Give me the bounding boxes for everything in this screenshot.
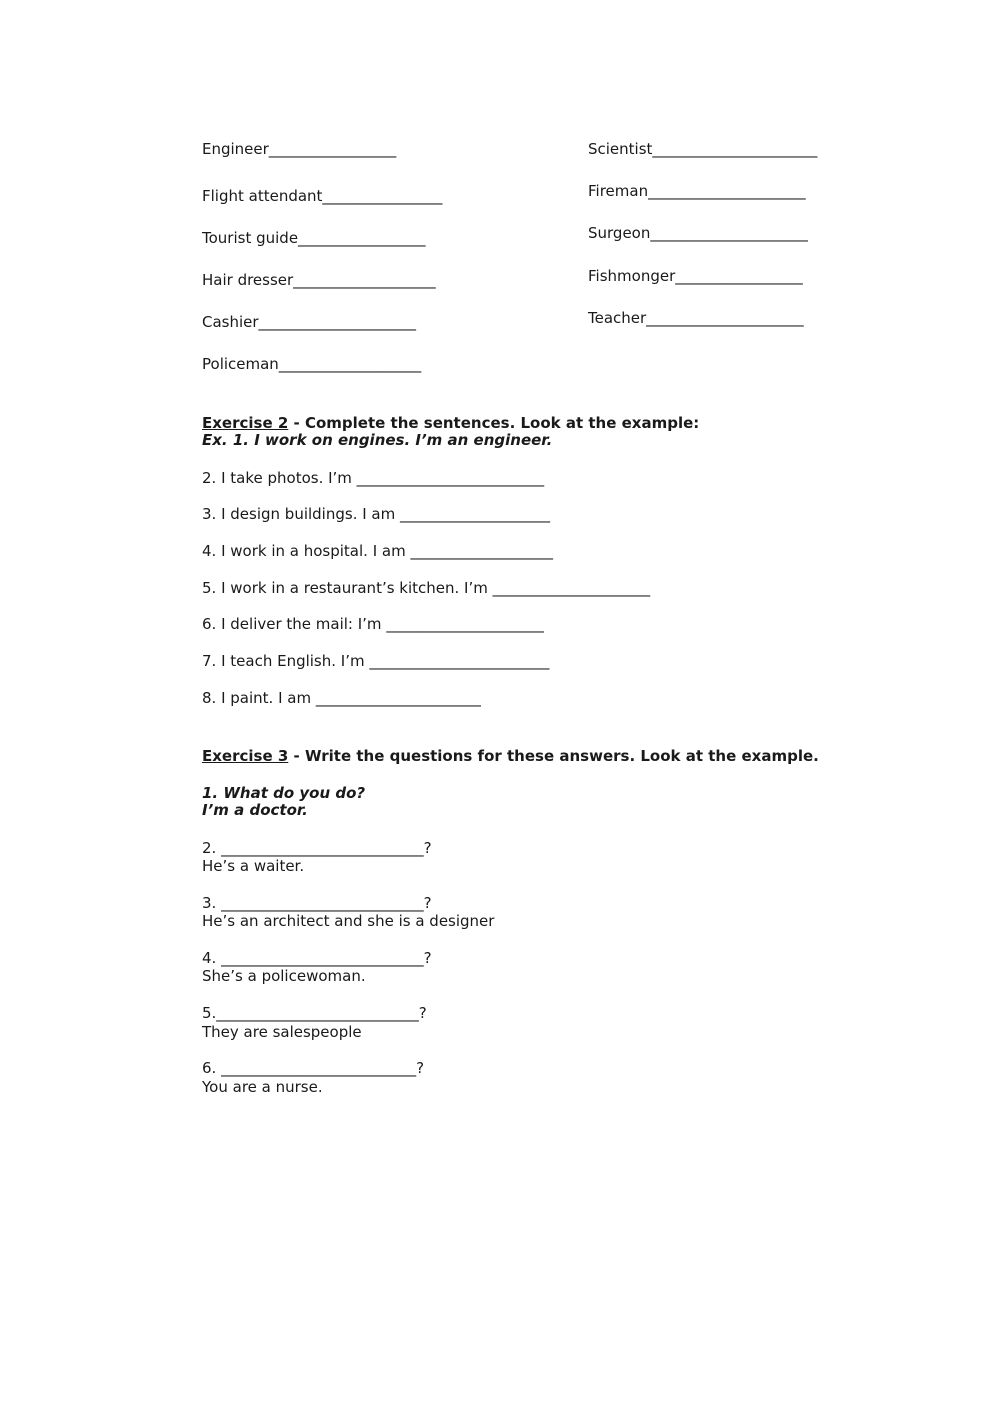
ex2-instruction: - Complete the sentences. Look at the example:	[288, 414, 700, 432]
ex2-item: 3. I design buildings. I am ____________________	[202, 505, 550, 523]
ex1-left-item-flight-attendant: Flight attendant________________	[202, 187, 443, 205]
ex2-heading-line	[202, 415, 699, 432]
ex3-question: 6. __________________________?	[202, 1059, 425, 1077]
ex1-right-item-surgeon: Surgeon_____________________	[588, 224, 808, 242]
ex3-answer: He’s a waiter.	[202, 857, 305, 875]
ex2-item: 8. I paint. I am ______________________	[202, 689, 481, 707]
ex1-right-item-teacher: Teacher_____________________	[588, 309, 804, 327]
ex1-left-item-tourist-guide: Tourist guide_________________	[202, 229, 426, 247]
ex1-left-item-hair-dresser: Hair dresser___________________	[202, 271, 436, 289]
ex1-left-item-cashier: Cashier_____________________	[202, 313, 417, 331]
ex3-question: 4. ___________________________?	[202, 949, 432, 967]
ex2-item: 5. I work in a restaurant’s kitchen. I’m _____________________	[202, 579, 651, 597]
ex2-example: Ex. 1. I work on engines. I’m an engineer.	[202, 431, 553, 449]
ex3-answer: They are salespeople	[202, 1023, 362, 1041]
ex2-item: 4. I work in a hospital. I am ___________________	[202, 542, 553, 560]
ex3-answer: You are a nurse.	[202, 1078, 323, 1096]
ex3-answer: He’s an architect and she is a designer	[202, 912, 495, 930]
ex3-answer: She’s a policewoman.	[202, 967, 366, 985]
ex3-heading-line	[202, 748, 819, 765]
ex3-instruction: - Write the questions for these answers. Look at the example.	[288, 747, 819, 765]
ex1-left-item-policeman: Policeman___________________	[202, 355, 422, 373]
ex3-question: 2. ___________________________?	[202, 839, 432, 857]
ex2-item: 6. I deliver the mail: I’m _____________________	[202, 615, 544, 633]
ex3-question: 5.___________________________?	[202, 1004, 427, 1022]
ex3-example-answer: I’m a doctor.	[202, 801, 308, 819]
ex2-item: 7. I teach English. I’m ________________________	[202, 652, 550, 670]
ex2-heading: Exercise 2	[202, 414, 289, 432]
ex2-item: 2. I take photos. I’m _________________________	[202, 469, 545, 487]
ex1-right-item-fishmonger: Fishmonger_________________	[588, 267, 803, 285]
ex1-right-item-fireman: Fireman_____________________	[588, 182, 806, 200]
ex1-left-item-engineer: Engineer_________________	[202, 140, 397, 158]
ex3-example-question: 1. What do you do?	[202, 784, 366, 802]
ex1-right-item-scientist: Scientist______________________	[588, 140, 818, 158]
ex3-question: 3. ___________________________?	[202, 894, 432, 912]
ex3-heading: Exercise 3	[202, 747, 289, 765]
